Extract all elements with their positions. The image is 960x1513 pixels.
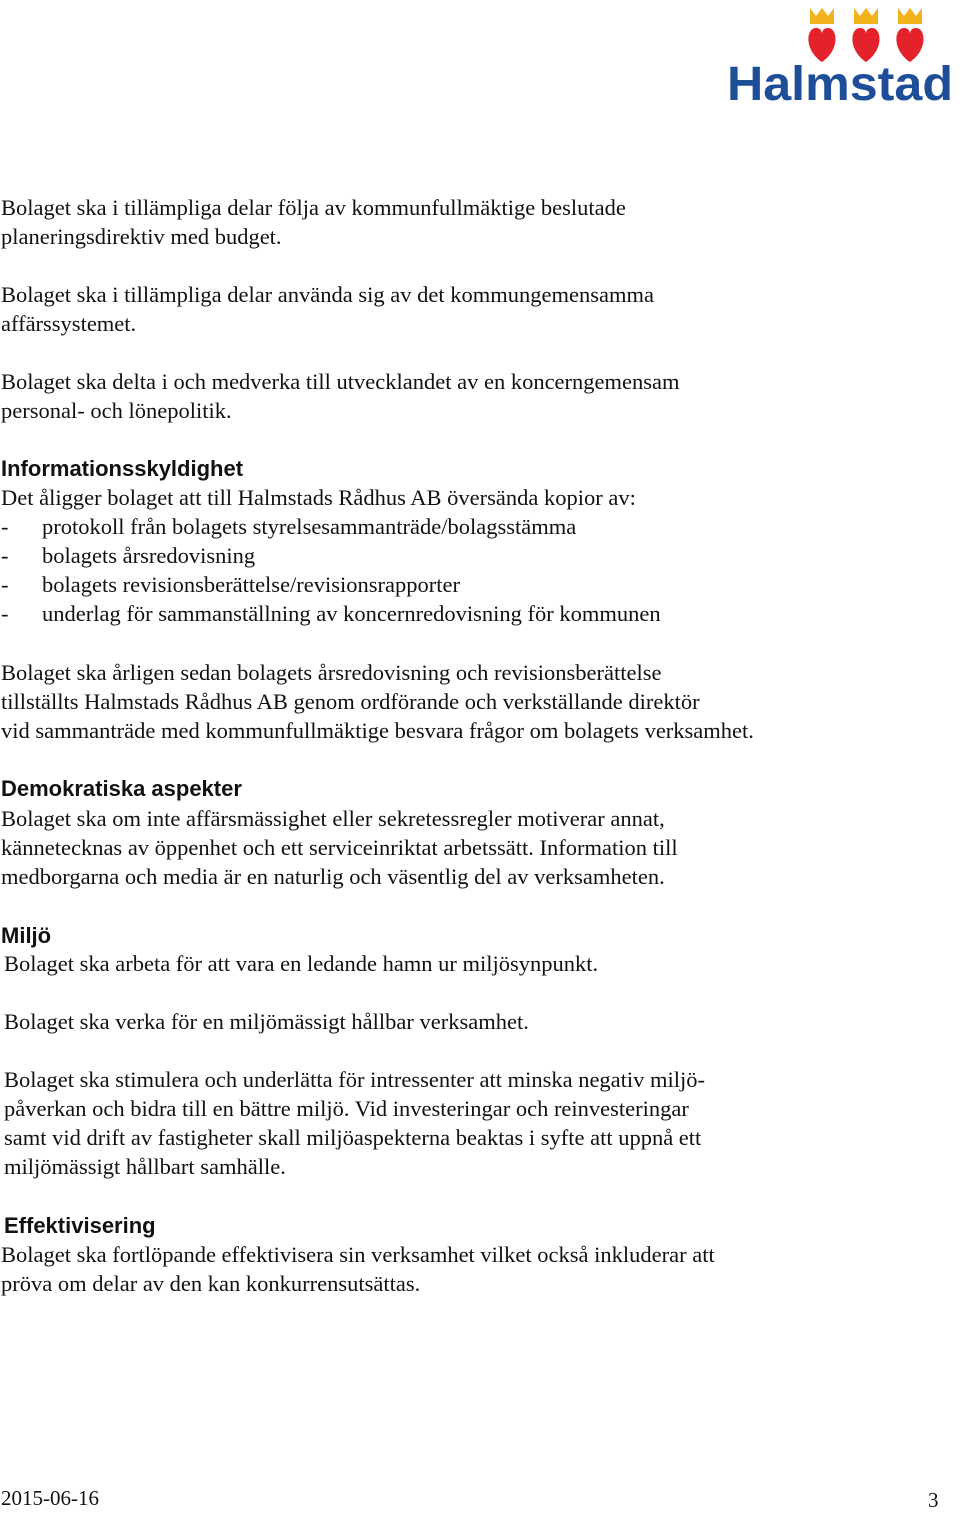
bullet-marker: -: [1, 572, 9, 597]
body-text-line: Bolaget ska delta i och medverka till utvecklandet av en koncerngemensam: [1, 369, 680, 394]
body-text-line: personal- och lönepolitik.: [1, 398, 232, 423]
logo-wordmark: Halmstad: [727, 58, 953, 104]
body-text-line: Bolaget ska om inte affärsmässighet eller sekretessregler motiverar annat,: [1, 806, 665, 831]
crown-icon: [810, 8, 922, 24]
bullet-marker: -: [1, 514, 9, 539]
body-text-line: Bolaget ska årligen sedan bolagets årsredovisning och revisionsberättelse: [1, 660, 662, 685]
halmstad-logo: [724, 4, 956, 104]
heart-icon: [808, 28, 923, 62]
section-heading-effektivisering: Effektivisering: [4, 1213, 156, 1238]
body-text-line: kännetecknas av öppenhet och ett serviceinriktat arbetssätt. Information till: [1, 835, 678, 860]
body-text-line: medborgarna och media är en naturlig och väsentlig del av verksamheten.: [1, 864, 665, 889]
body-text-line: Bolaget ska i tillämpliga delar följa av kommunfullmäktige beslutade: [1, 195, 626, 220]
section-heading-demokratiska-aspekter: Demokratiska aspekter: [1, 776, 242, 801]
bullet-text: protokoll från bolagets styrelsesammanträde/bolagsstämma: [42, 514, 577, 539]
body-text-line: vid sammanträde med kommunfullmäktige besvara frågor om bolagets verksamhet.: [1, 718, 754, 743]
section-heading-informationsskyldighet: Informationsskyldighet: [1, 456, 244, 481]
body-text-line: affärssystemet.: [1, 311, 137, 336]
body-text-line: pröva om delar av den kan konkurrensutsättas.: [1, 1271, 421, 1296]
section-heading-miljo: Miljö: [1, 923, 52, 948]
body-text-line: samt vid drift av fastigheter skall miljöaspekterna beaktas i syfte att uppnå ett: [4, 1125, 702, 1150]
bullet-text: bolagets revisionsberättelse/revisionsrapporter: [42, 572, 460, 597]
page-number: 3: [928, 1488, 939, 1512]
footer-date: 2015-06-16: [1, 1486, 99, 1510]
body-text-line: Bolaget ska arbeta för att vara en ledande hamn ur miljösynpunkt.: [4, 951, 599, 976]
body-text-line: miljömässigt hållbart samhälle.: [4, 1154, 286, 1179]
body-text-line: Bolaget ska i tillämpliga delar använda sig av det kommungemensamma: [1, 282, 654, 307]
body-text-line: planeringsdirektiv med budget.: [1, 224, 282, 249]
bullet-text: bolagets årsredovisning: [42, 543, 256, 568]
bullet-marker: -: [1, 543, 9, 568]
body-text-line: Det åligger bolaget att till Halmstads Rådhus AB översända kopior av:: [1, 485, 636, 510]
body-text-line: tillställts Halmstads Rådhus AB genom ordförande och verkställande direktör: [1, 689, 700, 714]
body-text-line: Bolaget ska fortlöpande effektivisera sin verksamhet vilket också inkluderar att: [1, 1242, 715, 1267]
body-text-line: påverkan och bidra till en bättre miljö. Vid investeringar och reinvesteringar: [4, 1096, 689, 1121]
body-text-line: Bolaget ska verka för en miljömässigt hållbar verksamhet.: [4, 1009, 529, 1034]
bullet-marker: -: [1, 601, 9, 626]
bullet-text: underlag för sammanställning av koncernredovisning för kommunen: [42, 601, 661, 626]
body-text-line: Bolaget ska stimulera och underlätta för intressenter att minska negativ miljö-: [4, 1067, 706, 1092]
